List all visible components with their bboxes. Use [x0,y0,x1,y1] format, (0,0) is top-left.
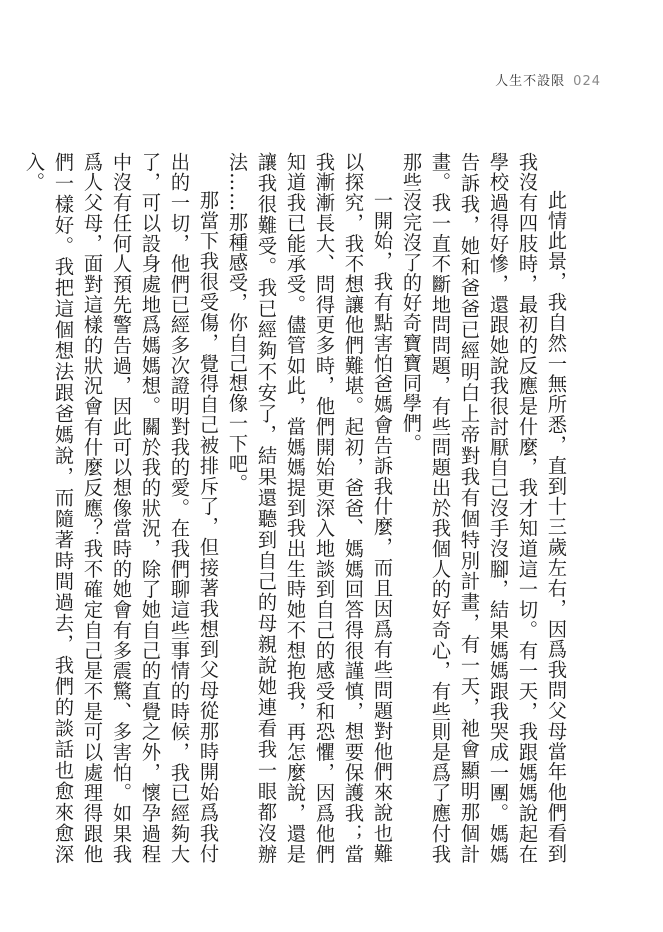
book-title: 人生不設限 [495,74,566,89]
paragraph-3: 那當下我很受傷，覺得自己被排斥了，但接著我想到父母從那時開始爲我付出的一切，他們已經多次證明對我的愛。在我們聊這些事情的時候，我已經夠大了，可以設身處地爲媽媽想。關於我的狀況，除了她自己的直覺之外，懷孕過程中沒有任何人預先警告過，因此可以想像當時的她會有多震驚、多害怕。如果我爲人父母，面對這樣的狀況會有什麼反應？我不確定自己是不是可以處理得跟他們一樣好。我把這個想法跟爸媽說，而隨著時間過去，我們的談話也愈來愈深入。 [23,152,220,864]
paragraph-2: 一開始，我有點害怕爸媽會告訴我什麼，而且因爲有些問題對他們來說也難以探究，我不想讓他們難堪。起初，爸爸、媽媽回答得很謹慎，想要保護我；當我漸漸長大、問得更多時，他們開始更深入地談到自己的感受和恐懼，因爲他們知道我已能承受。儘管如此，當媽媽提到我出生時她不想抱我，再怎麼說，還是讓我很難受。我已經夠不安了，結果還聽到自己的母親說她連看我一眼都沒辦法……那種感受，你自己想像一下吧。 [226,152,394,864]
vertical-body-text [23,152,571,864]
page-number: 024 [573,74,601,89]
running-header [495,70,601,89]
paragraph-1: 此情此景，我自然一無所悉，直到十三歲左右，因爲我問父母當年他們看到我沒有四肢時，最初的反應是什麼，我才知道這一切。有一天，我跟媽媽說起在學校過得好慘，還跟她說我很討厭自己沒手沒腳，結果媽媽跟我哭成一團。媽媽告訴我，她和爸爸已經明白上帝對我有個特別計畫，有一天，祂會顯明那個計畫。我一直不斷地問問題，有些問題出於我個人的好奇心，有些則是爲了應付我那些沒完沒了的好奇寶寶同學們。 [400,152,568,864]
